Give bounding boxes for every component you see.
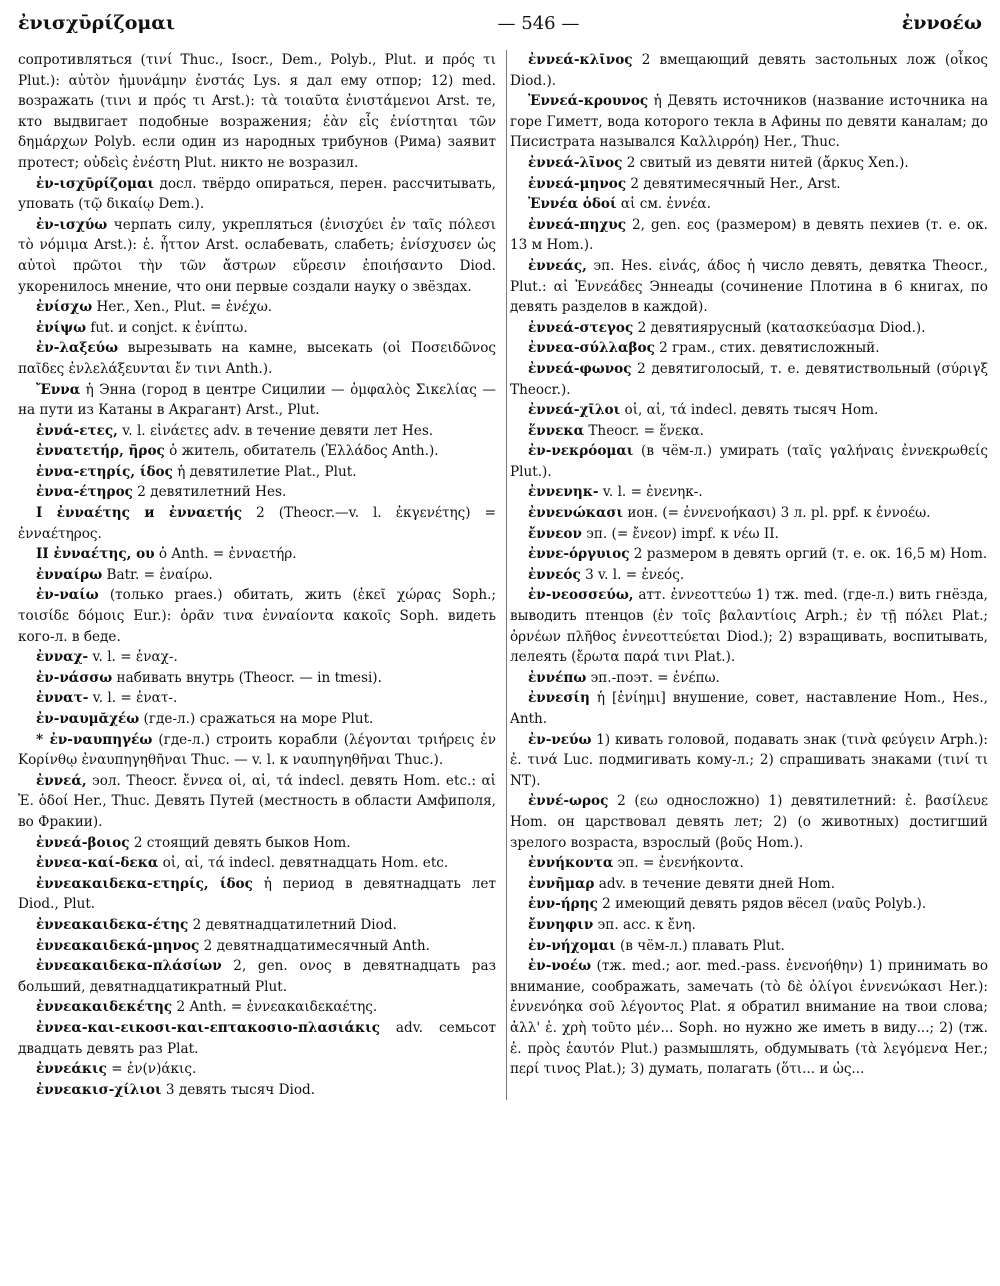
entry-definition: 2 девятилетний Hes. [132,484,287,501]
dictionary-entry [18,482,496,503]
entry-headword: ἐν-ναίω [36,587,99,604]
entry-headword: ἐννεάς, [528,257,587,274]
entry-headword: ἐννεάκις [36,1061,107,1078]
dictionary-entry [510,441,988,482]
entry-headword: ἐννήκοντα [528,855,614,872]
dictionary-entry [18,668,496,689]
dictionary-entry [510,853,988,874]
entry-headword: ἐνν-ήρης [528,896,598,913]
entry-headword: Ἐννεά-κρουνος [528,93,649,110]
entry-headword: ἔννεον [528,525,582,542]
entry-headword: ἐννε-όργυιος [528,546,630,563]
dictionary-entry [510,91,988,153]
entry-headword: ἕννεκα [528,422,585,439]
entry-definition: οἱ, αἱ, τά indecl. девять тысяч Hom. [620,402,879,419]
dictionary-entry [510,668,988,689]
dictionary-entry [510,318,988,339]
entry-definition: v. l. = ἐνενηκ-. [598,484,703,501]
dictionary-entry [18,462,496,483]
entry-definition: 2 свитый из девяти нитей (ἄρκυς Xen.). [622,154,909,171]
dictionary-entry [510,730,988,792]
entry-headword: ἐν-νάσσω [36,669,113,686]
dictionary-entry [510,503,988,524]
entry-definition: 1) кивать головой, подавать знак (τινὰ φεύγειν Arph.): ἐ. τινά Luc. подмигивать кому-л.; 2) спрашивать знаками (τινί τι NT). [510,731,988,789]
dictionary-entry [18,853,496,874]
entry-headword: ἐννενώκασι [528,505,624,522]
entry-definition: эол. Theocr. ἔννεα οἱ, αἱ, τά indecl. девять Hom. etc.: αἱ Ἐ. ὁδοί Her., Thuc. Девять Путей (местность в области Амфиполя, во Фракии). [18,772,496,830]
dictionary-entry [510,956,988,1080]
dictionary-entry [18,709,496,730]
dictionary-entry [510,936,988,957]
entry-headword: ἐννεα-σύλλαβος [528,340,655,357]
left-column [18,50,496,1100]
entry-definition: Theocr. = ἕνεκα. [584,422,704,439]
entry-definition: эп. Hes. εἰνάς, άδος ἡ число девять, девятка Theocr., Plut.: αἱ Ἐννεάδες Эннеады (сочинение Плотина в 6 книгах, по девять разделов в каждой). [510,257,988,316]
entry-definition: Her., Xen., Plut. = ἐνέχω. [92,299,273,316]
entry-definition: вырезывать на камне, высекать (οἱ Ποσειδῶνος παῖδες ἐνλελάξευνται ἔν τινι Anth.). [18,340,496,377]
columns [18,50,990,1100]
dictionary-entry [18,544,496,565]
entry-headword: ἐννατετήρ, ῆρος [36,443,165,460]
dictionary-entry [18,50,496,174]
entry-headword: ἐννεα-και-εικοσι-και-επτακοσιο-πλασιάκις [36,1019,381,1036]
dictionary-entry [510,50,988,91]
entry-headword: ἐν-νοέω [528,958,592,975]
entry-headword: ἐννεά-φωνος [528,360,632,377]
dictionary-entry [510,256,988,318]
dictionary-entry [510,153,988,174]
dictionary-entry [510,894,988,915]
entry-definition: ἡ [ἐνίημι] внушение, совет, наставление Hom., Hes., Anth. [510,690,988,727]
entry-definition: (в чём-л.) умирать (ταῖς γαλήναις ἐννεκρωθείς Plut.). [510,443,988,480]
dictionary-entry [18,997,496,1018]
entry-definition: v. l. = ἐναχ-. [88,649,178,666]
entry-definition: 2 (εω односложно) 1) девятилетний: ἐ. βασίλευε Hom. он царствовал девять лет; 2) (о животных) достигший зрелого возраста, взрослый (βοῦς Hom.). [510,793,988,851]
dictionary-entry [510,338,988,359]
dictionary-entry [510,915,988,936]
entry-headword: ἐννεα-καί-δεκα [36,855,159,872]
entry-headword: ἐν-ναυμᾰχέω [36,711,140,727]
entry-headword: ἐννεά-κλῑνος [528,52,633,68]
entry-definition: 3 девять тысяч Diod. [161,1081,316,1098]
dictionary-entry [510,874,988,895]
running-head-left: ἐνισχῡρίζομαι [18,12,176,34]
dictionary-entry [18,1059,496,1080]
dictionary-entry [510,544,988,565]
entry-definition: 2 грам., стих. девятисложный. [654,340,880,357]
entry-definition: = ἐν(ν)άκις. [106,1061,197,1078]
entry-headword: ἐννεακαιδεκα-πλάσίων [36,958,222,975]
entry-definition: Batr. = ἐναίρω. [102,566,213,583]
entry-headword: ἐννεά-χῑλοι [528,402,621,419]
entry-definition: эп. = ἐνενήκοντα. [613,855,744,872]
entry-definition: (только praes.) обитать, жить (ἐκεῖ χώρας Soph.; τοισίδε δόμοις Eur.): ὁρᾶν τινα ἐνναίοντα κακοῖς Soph. видеть кого-л. в беде. [18,587,496,645]
dictionary-entry [18,297,496,318]
entry-headword: ἐννεά, [36,772,87,789]
dictionary-entry [18,956,496,997]
dictionary-entry [18,688,496,709]
entry-headword: ἐννεά-μηνος [528,175,627,192]
entry-headword: II ἐνναέτης, ου [36,546,155,563]
dictionary-entry [18,1018,496,1059]
entry-definition: ион. (= ἐννενοήκασι) 3 л. pl. ppf. к ἐννοέω. [623,505,931,522]
entry-headword: ἐν-λαξεύω [36,340,119,357]
dictionary-entry [18,174,496,215]
running-head-right: ἐννοέω [901,12,982,34]
dictionary-entry [18,874,496,915]
entry-definition: 2 девятимесячный Her., Arst. [626,175,841,192]
dictionary-entry [18,503,496,544]
entry-definition: атт. ἐννεοττεύω 1) тж. med. (где-л.) вить гнёзда, выводить птенцов (ἐν τοῖς βαλαντίοις Arph.; ἐν τῇ πόλει Plat.; ὀρνέων πλῆθος ἐννεοττεύεται Diod.); 2) взращивать, воспитывать, лелеять (ἔρωτα παρά τινι Plat.). [510,587,988,666]
entry-headword: ἐνναίρω [36,566,103,583]
dictionary-entry [510,688,988,729]
entry-definition: 2 девятиярусный (κατασκεύασμα Diod.). [633,319,926,336]
dictionary-entry [18,647,496,668]
page-header [18,12,990,50]
entry-headword: ἐν-ισχῡρίζομαι [36,175,155,192]
entry-headword: ἐννεακαιδεκα-έτης [36,916,189,933]
entry-headword: ἐν-νεκρόομαι [528,443,634,460]
entry-definition: ἡ Девять источников (название источника на горе Гиметт, вода которого текла в Афины по девяти каналам; до Писистрата назывался Καλλιρρόη) Her., Thuc. [510,93,988,151]
dictionary-entry [510,524,988,545]
entry-headword: ἐννα-ετηρίς, ίδος [36,463,173,480]
entry-definition: 2 вмещающий девять застольных лож (οἶκος Diod.). [510,52,988,89]
dictionary-entry [18,338,496,379]
entry-definition: 2 размером в девять оргий (т. е. ок. 16,5 м) Hom. [629,546,988,563]
entry-definition: 2 девятнадцатилетний Diod. [188,916,397,933]
entry-headword: Ἐννέα ὁδοί [528,196,617,213]
entry-definition: 2 девятнадцатимесячный Anth. [199,937,430,954]
entry-definition: fut. и conjct. к ἐνίπτω. [86,319,248,336]
entry-headword: ἐννεά-βοιος [36,834,130,851]
entry-definition: (в чём-л.) плавать Plut. [615,937,785,954]
entry-headword: ἐνίσχω [36,299,93,316]
dictionary-entry [510,421,988,442]
dictionary-entry [18,771,496,833]
entry-headword: ἐν-ισχύω [36,216,108,233]
entry-definition: 2 девятиголосый, т. е. девятиствольный (σύριγξ Theocr.). [510,360,988,398]
dictionary-entry [510,585,988,667]
entry-definition: 2 имеющий девять рядов вёсел (ναῦς Polyb.). [597,896,927,913]
entry-headword: ἐννά-ετες, [36,422,118,439]
entry-definition: (где-л.) строить корабли (λέγονται τριήρεις ἐν Κορίνθῳ ἐναυπηγηθῆναι Thuc. — v. l. к ναυπηγηθῆναι Thuc.). [18,731,496,769]
entry-definition: ὁ Anth. = ἐνναετήρ. [154,546,297,563]
dictionary-entry [18,318,496,339]
dictionary-entry [18,915,496,936]
entry-headword: ἐνναχ- [36,649,89,666]
dictionary-entry [510,482,988,503]
entry-headword: ἐννεσίη [528,690,590,707]
entry-headword: ἐννεακαιδεκέτης [36,999,173,1016]
entry-definition: сопротивляться (τινί Thuc., Isocr., Dem., Polyb., Plut. и πρός τι Plut.): αὐτὸν ἠμυνάμην ἐνστάς Lys. я дал ему отпор; 12) med. возражать (τινι и πρός τι Arst.): τὰ τοιαῦτα ἐνιστάμενοι Arst. те, кто выдвигает подобные возражения; ἐὰν εἷς ἐνίστηται τῶν δημάρχων Polyb. если один из народных трибунов (Рима) заявит протест; οὐδεὶς ἐνέστη Plut. никто не возразил. [18,52,496,171]
entry-definition: 2 Anth. = ἐννεακαιδεκαέτης. [172,999,378,1016]
entry-headword: Ἔννα [36,381,81,398]
entry-definition: v. l. εἰνάετες adv. в течение девяти лет Hes. [117,422,434,439]
entry-definition: 2, gen. εος (размером) в девять пехиев (т. е. ок. 13 м Hom.). [510,216,988,254]
dictionary-entry [510,400,988,421]
entry-definition: набивать внутрь (Theocr. — in tmesi). [112,669,382,686]
dictionary-entry [18,1080,496,1101]
entry-headword: ἐννεά-στεγος [528,319,634,336]
entry-headword: ἐνίψω [36,319,87,336]
entry-definition: черпать силу, укрепляться (ἐνισχύει ἐν ταῖς πόλεσι τὸ νόμιμα Arst.): ἐ. ἧττον Arst. ослабевать, слабеть; ἐνίσχυσεν ὡς αὐτοὶ πρῶτοι τὴν τῶν ἄστρων εὕρεσιν ἐποιήσαντο Diod. укоренилось мнение, что они первые создали науку о звёздах. [18,216,496,295]
entry-headword: ἐν-νήχομαι [528,937,616,954]
entry-definition: досл. твёрдо опираться, перен. рассчитывать, уповать (τῷ δικαίῳ Dem.). [18,175,496,213]
dictionary-entry [18,215,496,297]
entry-definition: adv. в течение девяти дней Hom. [594,875,836,892]
entry-definition: ἡ девятилетие Plat., Plut. [172,463,357,480]
entry-headword: ἐννεός [528,566,581,583]
dictionary-entry [510,565,988,586]
entry-definition: 2 (Theocr.—v. l. ἐκγενέτης) = ἐνναέτηρος. [18,505,496,542]
entry-headword: ἐννα-έτηρος [36,484,133,501]
entry-definition: (тж. med.; aor. med.-pass. ἐνενοήθην) 1) принимать во внимание, соображать, замечать (τὸ δὲ ὀλίγοι ἐννενώκασι Her.): ἐννενόηκα σοῦ λέγοντος Plat. я обратил внимание на твои слова; ἀλλ' ἐ. χρὴ τοῦτο μέν... Soph. но нужно же иметь в виду...; 2) (тж. ἐ. πρὸς ἑαυτόν Plut.) размышлять, обдумывать (τὰ λεγόμενα Her.; περί τινος Plat.); 3) думать, полагать (ὅτι... и ὡς... [510,958,988,1078]
entry-definition: οἱ, αἱ, τά indecl. девятнадцать Hom. etc. [158,855,449,872]
entry-definition: adv. семьсот двадцать девять раз Plat. [18,1019,496,1057]
column-divider [506,50,507,1100]
entry-headword: ἔννηφιν [528,916,594,933]
entry-headword: ἐννεακισ-χίλιοι [36,1081,162,1098]
dictionary-entry [18,585,496,647]
dictionary-entry [510,359,988,400]
entry-headword: ἐννεά-πηχυς [528,216,626,233]
entry-definition: 2 стоящий девять быков Hom. [129,834,351,851]
entry-headword: ἐννῆμαρ [528,875,595,892]
dictionary-entry [18,441,496,462]
entry-definition: v. l. = ἐνατ-. [88,690,178,707]
entry-definition: эп.-поэт. = ἐνέπω. [586,669,720,686]
dictionary-entry [18,833,496,854]
entry-headword: ἐννατ- [36,690,89,707]
entry-headword: ἐννεακαιδεκα-ετηρίς, ίδος [36,875,253,892]
page-number: — 546 — [497,13,580,34]
dictionary-entry [18,730,496,771]
dictionary-entry [510,194,988,215]
dictionary-entry [18,936,496,957]
entry-definition: эп. acc. к ἔνη. [593,916,696,933]
entry-definition: ἡ Энна (город в центре Сицилии — ὀμφαλὸς Σικελίας — на пути из Катаны в Акрагант) Arst., Plut. [18,381,496,419]
entry-headword: ἐννεακαιδεκά-μηνος [36,937,200,954]
entry-headword: * ἐν-ναυπηγέω [36,731,153,748]
entry-headword: ἐννεά-λῖνος [528,154,623,171]
dictionary-entry [510,215,988,256]
entry-definition: 2, gen. ονος в девятнадцать раз больший, девятнадцатикратный Plut. [18,958,496,995]
dictionary-entry [510,791,988,853]
entry-definition: эп. (= ἔνεον) impf. к νέω II. [581,525,779,542]
entry-headword: ἐν-νεύω [528,731,592,748]
entry-definition: 3 v. l. = ἐνεός. [580,566,685,583]
entry-definition: ἡ период в девятнадцать лет Diod., Plut. [18,875,496,913]
dictionary-entry [18,421,496,442]
dictionary-entry [510,174,988,195]
entry-definition: (где-л.) сражаться на море Plut. [139,711,374,727]
entry-definition: ὁ житель, обитатель (Ἑλλάδος Anth.). [164,443,439,460]
entry-headword: ἐννέ-ωρος [528,793,609,810]
entry-headword: I ἐνναέτης и ἐνναετής [36,505,243,522]
dictionary-entry [18,565,496,586]
right-column [510,50,988,1100]
entry-headword: ἐν-νεοσσεύω, [528,587,634,604]
entry-headword: ἐννενηκ- [528,484,599,501]
entry-headword: ἐννέπω [528,669,587,686]
entry-definition: αἱ см. ἐννέα. [616,196,711,213]
dictionary-entry [18,380,496,421]
